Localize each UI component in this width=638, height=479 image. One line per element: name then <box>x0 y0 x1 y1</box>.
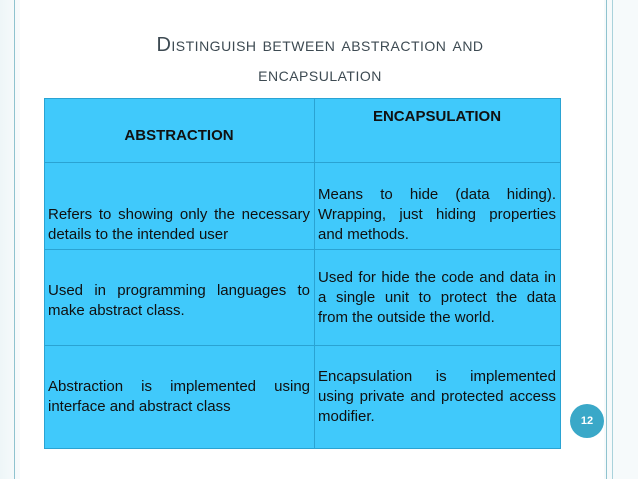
page-number-badge: 12 <box>570 404 604 438</box>
table-cell-abstraction: Used in programming languages to make abstract class. <box>45 250 315 346</box>
slide-title-line-2: encapsulation <box>258 64 382 86</box>
table-row <box>45 250 561 346</box>
table-cell-encapsulation: Used for hide the code and data in a single unit to protect the data from the outside the world. <box>315 250 561 346</box>
table-cell-abstraction: Abstraction is implemented using interface and abstract class <box>45 345 315 448</box>
table-header-row <box>45 99 561 163</box>
comparison-table <box>44 98 561 449</box>
slide-frame-line-right <box>606 0 607 479</box>
table-cell-encapsulation: Encapsulation is implemented using private and protected access modifier. <box>315 345 561 448</box>
header-encapsulation: ENCAPSULATION <box>315 99 561 163</box>
slide-frame-left <box>0 0 20 479</box>
header-abstraction: ABSTRACTION <box>45 99 315 163</box>
slide-frame-line-right-inner <box>612 0 613 479</box>
table-cell-abstraction: Refers to showing only the necessary details to the intended user <box>45 163 315 250</box>
table-row <box>45 345 561 448</box>
slide-title-line-1: Distinguish between abstraction and <box>156 34 484 56</box>
slide-title <box>60 30 580 90</box>
slide-frame-right <box>604 0 638 479</box>
table-row <box>45 163 561 250</box>
table-cell-encapsulation: Means to hide (data hiding). Wrapping, just hiding properties and methods. <box>315 163 561 250</box>
slide-frame-line-left <box>14 0 15 479</box>
